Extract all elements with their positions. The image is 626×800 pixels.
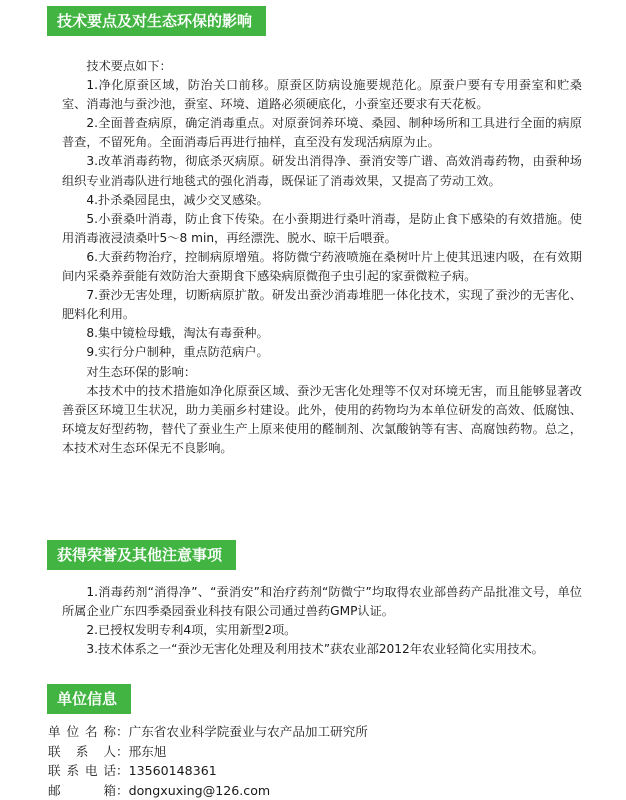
paragraph: 1.消毒药剂“消得净”、“蚕消安”和治疗药剂“防微宁”均取得农业部兽药产品批准文号，单位所属企业广东四季桑园蚕业科技有限公司通过兽药GMP认证。 bbox=[62, 583, 582, 621]
paragraph: 3.技术体系之一“蚕沙无害化处理及利用技术”获农业部2012年农业轻简化实用技术。 bbox=[62, 640, 582, 659]
info-label: 单位名称 bbox=[48, 722, 116, 742]
paragraph: 6.大蚕药物治疗，控制病原增殖。将防微宁药液喷施在桑树叶片上使其迅速内吸，在有效期间内采桑养蚕能有效防治大蚕期食下感染病原微孢子虫引起的家蚕微粒子病。 bbox=[62, 248, 582, 286]
paragraph: 2.全面普查病原，确定消毒重点。对原蚕饲养环境、桑园、制种场所和工具进行全面的病原普查，不留死角。全面消毒后再进行抽样，直至没有发现活病原为止。 bbox=[62, 114, 582, 152]
info-label: 联系人 bbox=[48, 742, 116, 762]
section-heading-unit-info: 单位信息 bbox=[47, 684, 131, 714]
info-row-phone: 联系电话：13560148361 bbox=[48, 761, 588, 781]
paragraph: 4.扑杀桑园昆虫，减少交叉感染。 bbox=[62, 191, 582, 210]
paragraph: 技术要点如下： bbox=[62, 57, 582, 76]
paragraph: 对生态环保的影响： bbox=[62, 363, 582, 382]
paragraph: 2.已授权发明专利4项，实用新型2项。 bbox=[62, 621, 582, 640]
info-label: 邮箱 bbox=[48, 781, 116, 800]
info-row-unit-name: 单位名称：广东省农业科学院蚕业与农产品加工研究所 bbox=[48, 722, 588, 742]
info-row-contact: 联系人：邢东旭 bbox=[48, 742, 588, 762]
unit-info bbox=[48, 722, 588, 800]
section-heading-honors: 获得荣誉及其他注意事项 bbox=[47, 540, 236, 570]
paragraph: 9.实行分户制种，重点防范病户。 bbox=[62, 343, 582, 362]
info-value: 广东省农业科学院蚕业与农产品加工研究所 bbox=[129, 724, 368, 739]
info-value: 邢东旭 bbox=[129, 744, 167, 759]
info-row-email: 邮箱：dongxuxing@126.com bbox=[48, 781, 588, 800]
info-label: 联系电话 bbox=[48, 761, 116, 781]
honors-text bbox=[62, 583, 582, 659]
paragraph: 8.集中镜检母蛾，淘汰有毒蚕种。 bbox=[62, 324, 582, 343]
info-value: 13560148361 bbox=[129, 763, 217, 778]
paragraph: 3.改革消毒药物，彻底杀灭病原。研发出消得净、蚕消安等广谱、高效消毒药物，由蚕种场组织专业消毒队进行地毯式的强化消毒，既保证了消毒效果，又提高了劳动工效。 bbox=[62, 152, 582, 190]
paragraph: 1.净化原蚕区域，防治关口前移。原蚕区防病设施要规范化。原蚕户要有专用蚕室和贮桑室、消毒池与蚕沙池，蚕室、环境、道路必须硬底化，小蚕室还要求有天花板。 bbox=[62, 76, 582, 114]
tech-points-text bbox=[62, 57, 582, 458]
info-value: dongxuxing@126.com bbox=[129, 783, 271, 798]
paragraph: 5.小蚕桑叶消毒，防止食下传染。在小蚕期进行桑叶消毒，是防止食下感染的有效措施。使用消毒液浸渍桑叶5～8 min，再经漂洗、脱水、晾干后喂蚕。 bbox=[62, 210, 582, 248]
paragraph: 7.蚕沙无害处理，切断病原扩散。研发出蚕沙消毒堆肥一体化技术，实现了蚕沙的无害化、肥料化利用。 bbox=[62, 286, 582, 324]
section-heading-tech-points: 技术要点及对生态环保的影响 bbox=[47, 6, 266, 36]
paragraph: 本技术中的技术措施如净化原蚕区域、蚕沙无害化处理等不仅对环境无害，而且能够显著改善蚕区环境卫生状况，助力美丽乡村建设。此外，使用的药物均为本单位研发的高效、低腐蚀、环境友好型药物，替代了蚕业生产上原来使用的醛制剂、次氯酸钠等有害、高腐蚀药物。总之，本技术对生态环保无不良影响。 bbox=[62, 382, 582, 458]
